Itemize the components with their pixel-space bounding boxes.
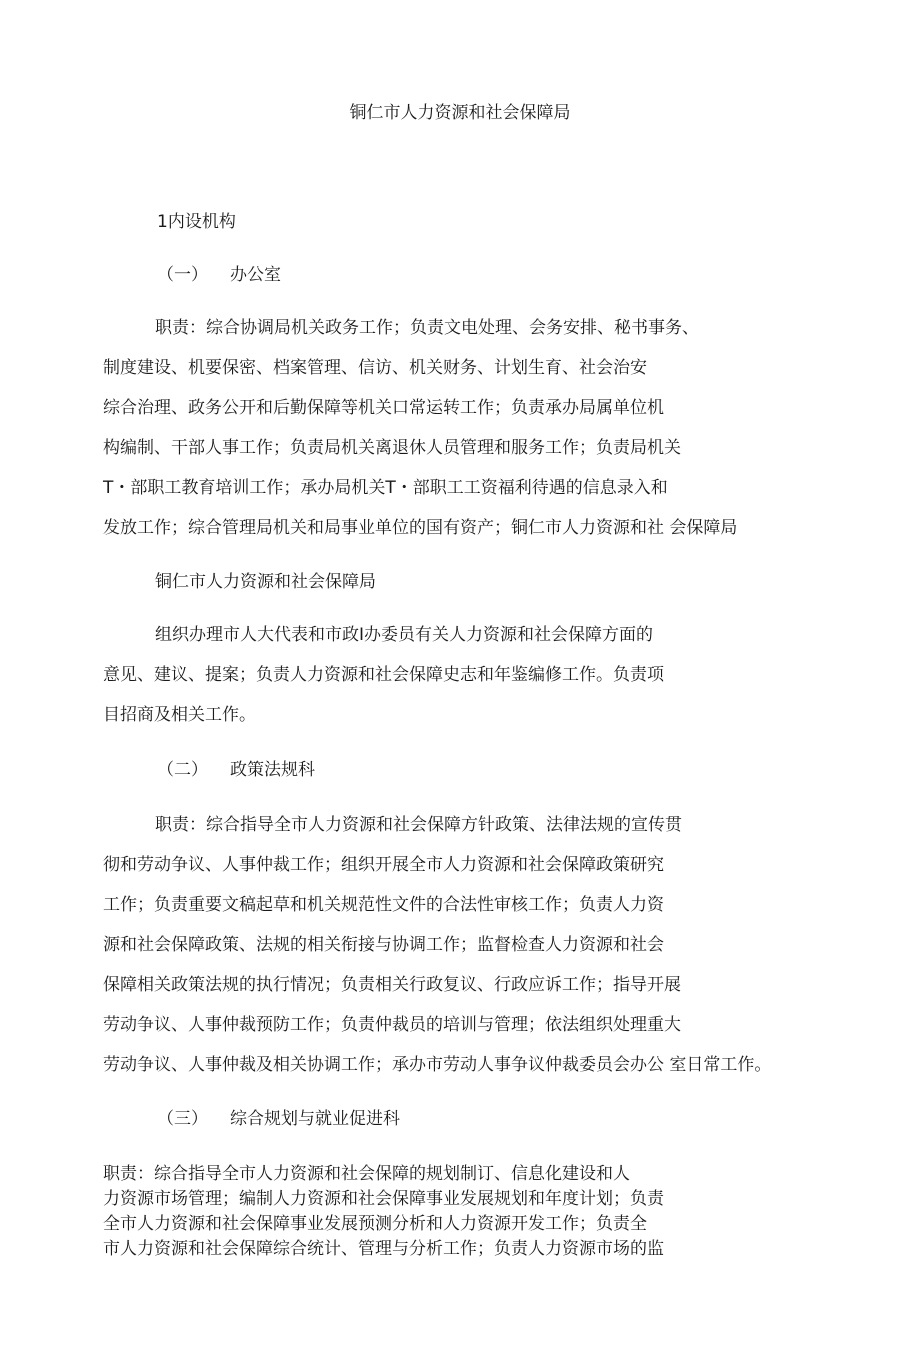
policy-duty-line: 保障相关政策法规的执行情况；负责相关行政复议、行政应诉工作；指导开展 (103, 975, 681, 995)
office-extra-line: 目招商及相关工作。 (103, 705, 256, 725)
document-title: 铜仁市人力资源和社会保障局 (349, 103, 571, 123)
office-extra-line: 意见、建议、提案；负责人力资源和社会保障史志和年鉴编修工作。负责项 (103, 665, 664, 685)
office-extra-line: 组织办理市人大代表和市政Ⅰ办委员有关人力资源和社会保障方面的 (155, 625, 654, 645)
policy-heading-number: （二） (157, 760, 208, 780)
repeated-bureau-title: 铜仁市人力资源和社会保障局 (155, 572, 376, 592)
planning-heading-number: （三） (157, 1109, 208, 1129)
planning-duty-line: 职责：综合指导全市人力资源和社会保障的规划制订、信息化建设和人 (103, 1164, 630, 1184)
policy-duty-line: 源和社会保障政策、法规的相关衔接与协调工作；监督检查人力资源和社会 (103, 935, 664, 955)
policy-duty-line: 彻和劳动争议、人事仲裁工作；组织开展全市人力资源和社会保障政策研究 (103, 855, 664, 875)
planning-heading-name: 综合规划与就业促进科 (230, 1109, 400, 1129)
policy-duty-line: 劳动争议、人事仲裁预防工作；负责仲裁员的培训与管理；依法组织处理重大 (103, 1015, 681, 1035)
planning-duty-line: 全市人力资源和社会保障事业发展预测分析和人力资源开发工作；负责全 (103, 1214, 647, 1234)
planning-duty-line: 市人力资源和社会保障综合统计、管理与分析工作；负责人力资源市场的监 (103, 1239, 664, 1259)
planning-duty-line: 力资源市场管理；编制人力资源和社会保障事业发展规划和年度计划；负责 (103, 1189, 664, 1209)
policy-duty-line: 工作；负责重要文稿起草和机关规范性文件的合法性审核工作；负责人力资 (103, 895, 664, 915)
office-heading-name: 办公室 (230, 265, 281, 285)
office-duty-line: 制度建设、机要保密、档案管理、信访、机关财务、计划生育、社会治安 (103, 358, 647, 378)
office-heading-number: （一） (157, 265, 208, 285)
office-duty-line: 职责：综合协调局机关政务工作；负责文电处理、会务安排、秘书事务、 (155, 318, 699, 338)
office-duty-line: 发放工作；综合管理局机关和局事业单位的国有资产；铜仁市人力资源和社 会保障局 (103, 518, 738, 538)
section-heading: 1内设机构 (157, 212, 236, 232)
policy-heading-name: 政策法规科 (230, 760, 315, 780)
office-duty-line: T・部职工教育培训工作；承办局机关T・部职工工资福利待遇的信息录入和 (103, 478, 668, 498)
policy-duty-line: 劳动争议、人事仲裁及相关协调工作；承办市劳动人事争议仲裁委员会办公 室日常工作。 (103, 1055, 772, 1075)
policy-duty-line: 职责：综合指导全市人力资源和社会保障方针政策、法律法规的宣传贯 (155, 815, 682, 835)
office-duty-line: 综合治理、政务公开和后勤保障等机关口常运转工作；负责承办局属单位机 (103, 398, 664, 418)
office-duty-line: 构编制、干部人事工作；负责局机关离退休人员管理和服务工作；负责局机关 (103, 438, 681, 458)
